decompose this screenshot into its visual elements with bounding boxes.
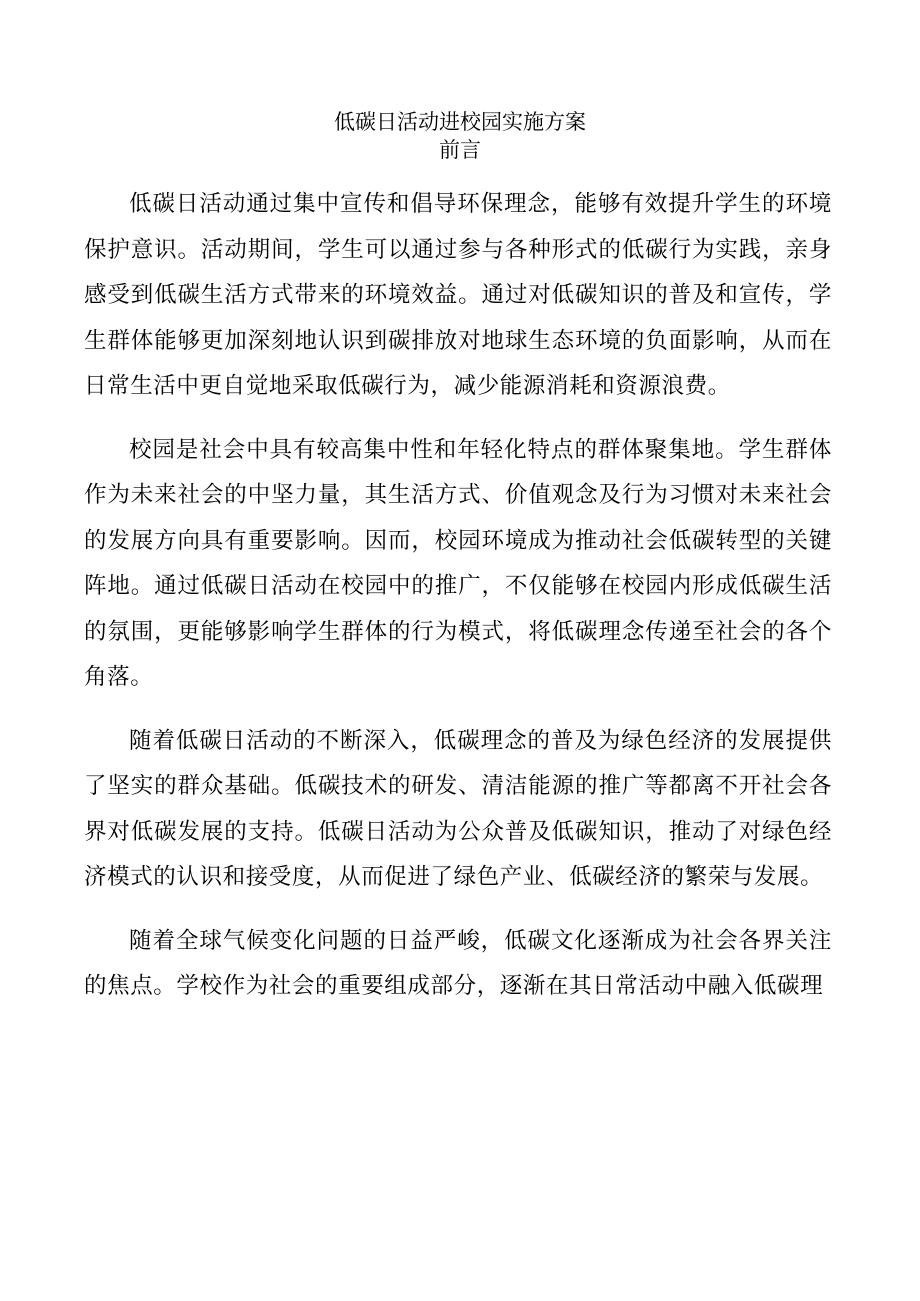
paragraph: 随着全球气候变化问题的日益严峻，低碳文化逐渐成为社会各界关注的焦点。学校作为社会的重要组成部分，逐渐在其日常活动中融入低碳理 (84, 927, 832, 999)
document-title: 低碳日活动进校园实施方案 (334, 110, 586, 134)
paragraph: 随着低碳日活动的不断深入，低碳理念的普及为绿色经济的发展提供了坚实的群众基础。低碳技术的研发、清洁能源的推广等都离不开社会各界对低碳发展的支持。低碳日活动为公众普及低碳知识，推动了对绿色经济模式的认识和接受度，从而促进了绿色产业、低碳经济的繁荣与发展。 (84, 727, 832, 890)
document-subtitle: 前言 (439, 138, 481, 162)
title-block (0, 108, 920, 164)
body-text (84, 182, 832, 1028)
paragraph: 低碳日活动通过集中宣传和倡导环保理念，能够有效提升学生的环境保护意识。活动期间，学生可以通过参与各种形式的低碳行为实践，亲身感受到低碳生活方式带来的环境效益。通过对低碳知识的普及和宣传，学生群体能够更加深刻地认识到碳排放对地球生态环境的负面影响，从而在日常生活中更自觉地采取低碳行为，减少能源消耗和资源浪费。 (84, 191, 832, 399)
paragraph: 校园是社会中具有较高集中性和年轻化特点的群体聚集地。学生群体作为未来社会的中坚力量，其生活方式、价值观念及行为习惯对未来社会的发展方向具有重要影响。因而，校园环境成为推动社会低碳转型的关键阵地。通过低碳日活动在校园中的推广，不仅能够在校园内形成低碳生活的氛围，更能够影响学生群体的行为模式，将低碳理念传递至社会的各个角落。 (84, 436, 832, 690)
